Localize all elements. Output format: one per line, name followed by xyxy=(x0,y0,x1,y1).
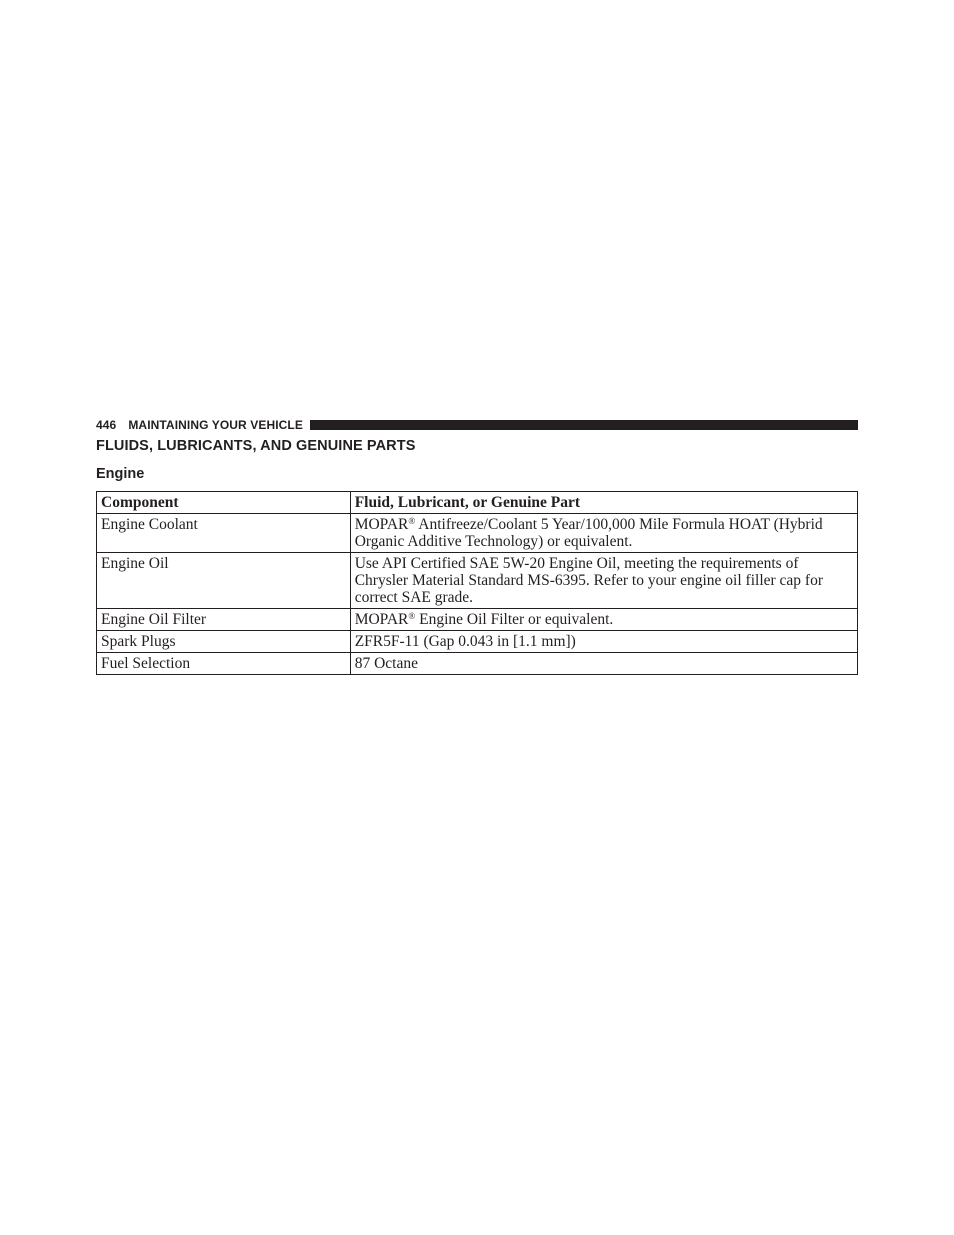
cell-component: Engine Oil Filter xyxy=(97,609,351,631)
fluids-parts-table xyxy=(96,491,858,675)
page-number: 446 xyxy=(96,418,117,432)
cell-part: Use API Certified SAE 5W-20 Engine Oil, meeting the requirements of Chrysler Material Standard MS-6395. Refer to your engine oil filler cap for correct SAE grade. xyxy=(350,553,857,609)
column-header-component: Component xyxy=(97,492,351,514)
cell-component: Engine Coolant xyxy=(97,514,351,553)
table-row xyxy=(97,631,858,653)
brand-name: MOPAR xyxy=(354,611,409,628)
subsection-title: Engine xyxy=(96,466,145,482)
cell-component: Fuel Selection xyxy=(97,653,351,675)
brand-name: MOPAR xyxy=(354,516,409,533)
cell-part xyxy=(350,609,857,631)
table-row xyxy=(97,553,858,609)
cell-component: Spark Plugs xyxy=(97,631,351,653)
header-rule-bar xyxy=(310,420,858,430)
cell-component: Engine Oil xyxy=(97,553,351,609)
column-header-fluid-part: Fluid, Lubricant, or Genuine Part xyxy=(350,492,857,514)
section-title: FLUIDS, LUBRICANTS, AND GENUINE PARTS xyxy=(96,438,416,454)
cell-part xyxy=(350,514,857,553)
part-text: Engine Oil Filter or equivalent. xyxy=(415,611,614,628)
registered-mark: ® xyxy=(408,516,416,526)
table-row xyxy=(97,514,858,553)
table-header-row xyxy=(97,492,858,514)
table-row xyxy=(97,609,858,631)
cell-part: ZFR5F-11 (Gap 0.043 in [1.1 mm]) xyxy=(350,631,857,653)
running-section-title: MAINTAINING YOUR VEHICLE xyxy=(128,418,303,432)
part-text: Antifreeze/Coolant 5 Year/100,000 Mile Formula HOAT (Hybrid Organic Additive Technology) or equivalent. xyxy=(354,516,823,550)
registered-mark: ® xyxy=(408,611,416,621)
table-row xyxy=(97,653,858,675)
cell-part: 87 Octane xyxy=(350,653,857,675)
page-header xyxy=(96,417,858,433)
